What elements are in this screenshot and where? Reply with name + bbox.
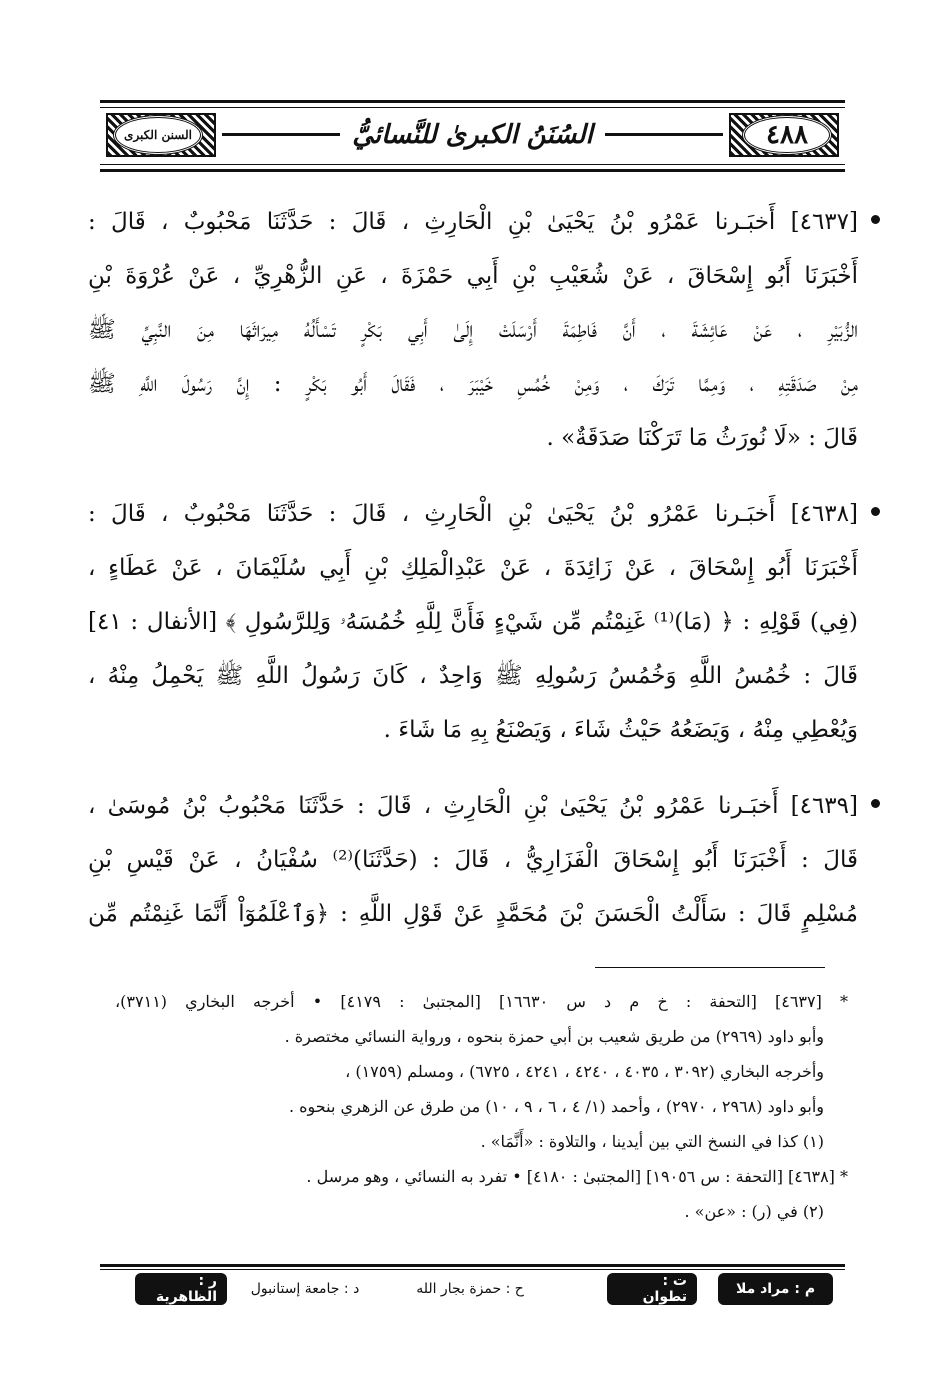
siglum-box: ر : الظاهرية — [135, 1273, 227, 1305]
footnote-line: (١) كذا في النسخ التي بين أيدينا ، والتلاوة : «أَنَّمَا» . — [480, 1132, 824, 1151]
page-header — [100, 100, 845, 172]
footnote-line: وأبو داود (٢٩٦٨ ، ٢٩٧٠) ، وأحمد (١/ ٤ ، ٦ ، ٩ ، ١٠) من طرق عن الزهري بنحوه . — [288, 1097, 824, 1116]
running-title-box — [340, 111, 605, 159]
footnote-line: وأبو داود (٢٩٦٩) من طريق شعيب بن أبي حمزة بنحوه ، ورواية النسائي مختصرة . — [284, 1027, 824, 1046]
bullet-icon — [871, 215, 880, 224]
text-line: مُسْلِمٍ قَالَ : سَأَلْتُ الْحَسَنَ بْنَ مُحَمَّدٍ عَنْ قَوْلِ اللَّهِ : ﴿وَٱعْلَمُوٓاْ أَنَّمَا غَنِمْتُم مِّن — [88, 901, 858, 927]
text-line: [٤٦٣٩] أَخبَـرنا عَمْرُو بْنُ يَحْيَىٰ بْنِ الْحَارِثِ ، قَالَ : حَدَّثَنَا مَحْبُوبُ بْنُ مُوسَىٰ ، — [88, 793, 858, 819]
hadith-entry-4639 — [88, 779, 858, 941]
text-line: (فِي) قَوْلِهِ : ﴿ (مَا)⁽¹⁾ غَنِمْتُم مِّن شَيْءٍ فَأَنَّ لِلَّهِ خُمُسَهُۥ وَلِلرَّسُولِ ﴾ [الأنفال : ٤١] — [88, 609, 858, 635]
footer-rule — [100, 1264, 845, 1267]
siglum-box: ت : تطوان — [607, 1273, 697, 1305]
text-line: مِنْ صَدَقَتِهِ ، وَمِمَّا تَرَكَ ، وَمِنْ خُمُسِ خَيْبَرَ ، فَقَالَ أَبُو بَكْرٍ : إِنَّ رَسُولَ اللَّهِ ﷺ — [88, 371, 858, 397]
bullet-icon — [871, 507, 880, 516]
text-line: [٤٦٣٨] أَخبَـرنا عَمْرُو بْنُ يَحْيَىٰ بْنِ الْحَارِثِ ، قَالَ : حَدَّثَنَا مَحْبُوبٌ ، قَالَ : — [88, 501, 858, 527]
siglum-text: د : جامعة إستانبول — [250, 1281, 360, 1297]
text-line: وَيُعْطِي مِنْهُ ، وَيَضَعُهُ حَيْثُ شَاءَ ، وَيَصْنَعُ بِهِ مَا شَاءَ . — [383, 717, 858, 743]
hadith-entry-4637 — [88, 195, 858, 465]
text-line: قَالَ : أَخْبَرَنَا أَبُو إِسْحَاقَ الْفَزَارِيُّ ، قَالَ : (حَدَّثَنَا)⁽²⁾ سُفْيَانُ ، عَنْ قَيْسِ بْنِ — [88, 847, 858, 873]
footnotes — [115, 984, 848, 1229]
footnote-line: * [٤٦٣٧] [التحفة : خ م د س ١٦٦٣٠] [المجتبىٰ : ٤١٧٩] • أخرجه البخاري (٣٧١١)، — [115, 992, 848, 1011]
footnote-line: (٢) في (ر) : «عن» . — [684, 1202, 824, 1221]
text-line: أَخْبَرَنَا أَبُو إِسْحَاقَ ، عَنْ شُعَيْبِ بْنِ أَبِي حَمْزَةَ ، عَنِ الزُّهْرِيِّ ، عَنْ عُرْوَةَ بْنِ — [88, 263, 858, 289]
footnote-divider — [595, 967, 825, 968]
hadith-entry-4638 — [88, 487, 858, 757]
page-number-medallion — [742, 115, 832, 155]
text-line: أَخْبَرَنَا أَبُو إِسْحَاقَ ، عَنْ زَائِدَةَ ، عَنْ عَبْدِالْمَلِكِ بْنِ أَبِي سُلَيْمَانَ ، عَنْ عَطَاءٍ ، — [88, 555, 858, 581]
bullet-icon — [871, 799, 880, 808]
page-number: ٤٨٨ — [766, 120, 808, 150]
running-title: السُنَنُ الكبرىٰ للنَّسائيُّ — [352, 120, 593, 150]
text-line: قَالَ : خُمُسُ اللَّهِ وَخُمُسُ رَسُولِهِ ﷺ وَاحِدٌ ، كَانَ رَسُولُ اللَّهِ ﷺ يَحْمِلُ مِنْهُ ، — [88, 663, 858, 689]
book-logo-text: السنن الكبرى — [124, 128, 192, 142]
book-logo — [113, 115, 203, 155]
hadith-entries — [88, 195, 858, 963]
text-line: الزُّبَيْرِ ، عَنْ عَائِشَةَ ، أَنَّ فَاطِمَةَ أَرْسَلَتْ إِلَىٰ أَبِي بَكْرٍ تَسْأَلُهُ مِيرَاثَهَا مِنَ النَّبِيِّ ﷺ — [88, 317, 858, 343]
footnote-line: * [٤٦٣٨] [التحفة : س ١٩٠٥٦] [المجتبىٰ : ٤١٨٠] • تفرد به النسائي ، وهو مرسل . — [306, 1167, 848, 1186]
text-line: قَالَ : «لَا نُورَثُ مَا تَرَكْنَا صَدَقَةٌ» . — [546, 425, 858, 451]
siglum-box: م : مراد ملا — [718, 1273, 833, 1305]
text-line: [٤٦٣٧] أَخبَـرنا عَمْرُو بْنُ يَحْيَىٰ بْنِ الْحَارِثِ ، قَالَ : حَدَّثَنَا مَحْبُوبٌ ، قَالَ : — [88, 209, 858, 235]
siglum-text: ح : حمزة بجار الله — [416, 1281, 524, 1297]
footnote-line: وأخرجه البخاري (٣٠٩٢ ، ٤٠٣٥ ، ٤٢٤٠ ، ٤٢٤١ ، ٦٧٢٥) ، ومسلم (١٧٥٩) ، — [345, 1062, 824, 1081]
